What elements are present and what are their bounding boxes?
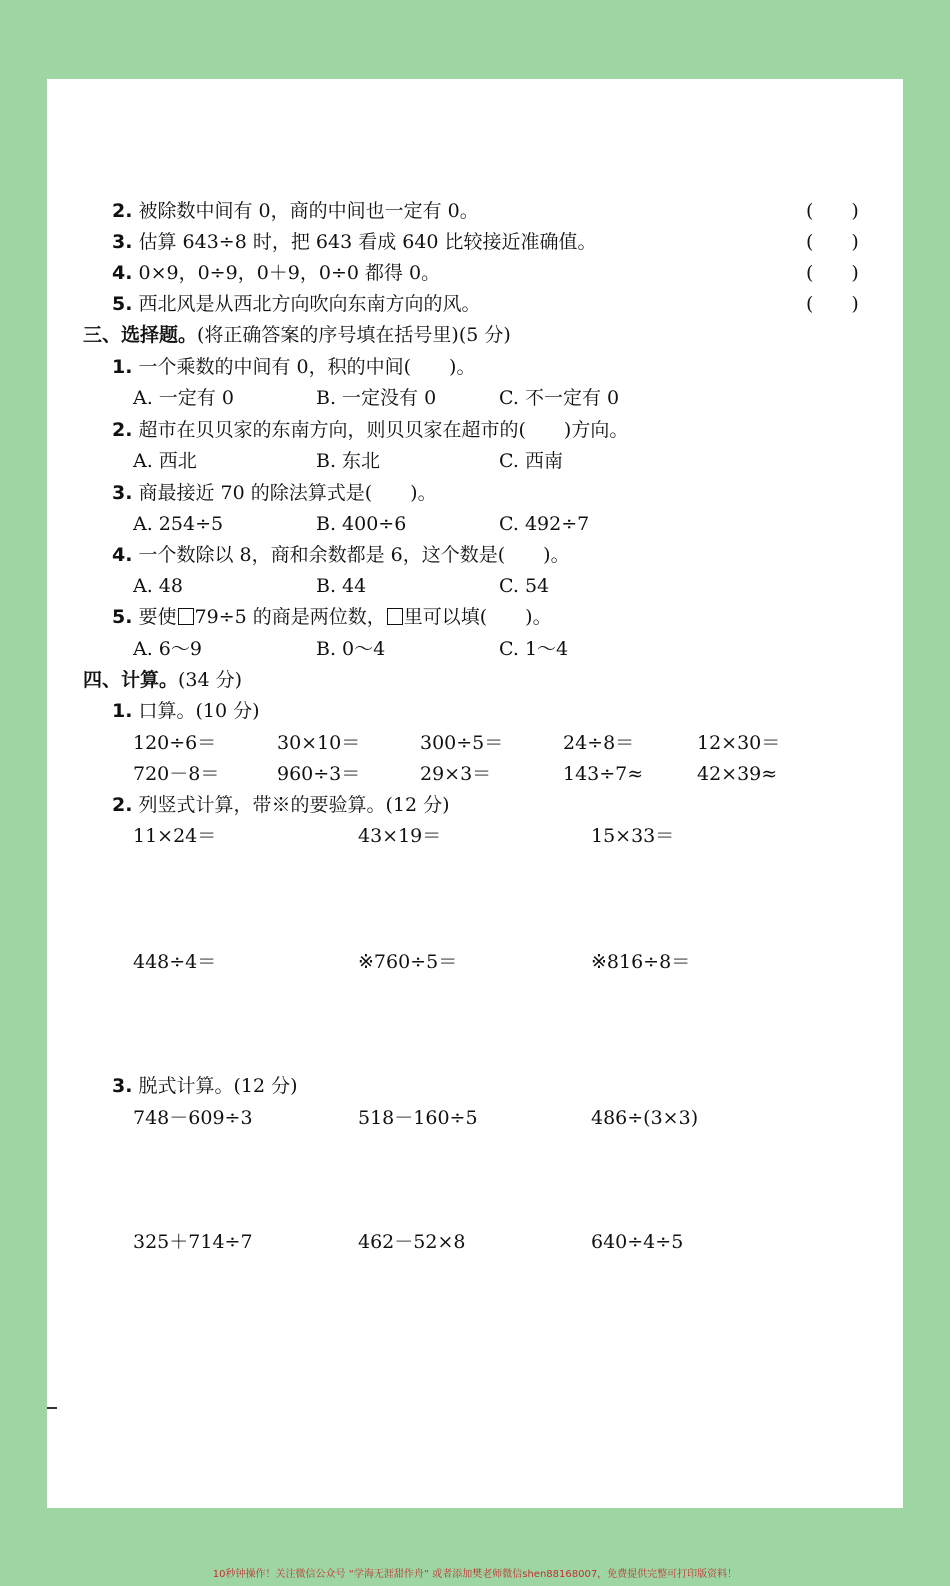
section-calc-heading: 四、计算。(34 分) — [83, 669, 243, 691]
blank-box — [387, 608, 403, 625]
vertical-problem: 448÷4＝ — [133, 951, 217, 973]
choice-option-b: B. 东北 — [316, 450, 381, 472]
choice-option-a: A. 西北 — [133, 450, 197, 472]
choice-question-4: 4. 一个数除以 8，商和余数都是 6，这个数是( )。 — [112, 544, 570, 566]
choice-question-2: 2. 超市在贝贝家的东南方向，则贝贝家在超市的( )方向。 — [112, 419, 629, 441]
stepwise-problem: 325＋714÷7 — [133, 1231, 253, 1253]
choice-option-a: A. 6～9 — [133, 638, 202, 660]
choice-option-a: A. 48 — [133, 575, 183, 597]
choice-option-b: B. 44 — [316, 575, 367, 597]
footer-notice: 10秒钟操作！关注微信公众号 “学海无涯甜作舟” 或者添加樊老师微信shen88168007，免费提供完整可打印版资料！ — [212, 1569, 738, 1580]
answer-paren[interactable]: ( ) — [806, 200, 859, 222]
section-choice-heading: 三、选择题。(将正确答案的序号填在括号里)(5 分) — [83, 324, 511, 346]
crop-mark — [47, 1407, 57, 1409]
stepwise-problem: 640÷4÷5 — [591, 1231, 684, 1253]
answer-paren[interactable]: ( ) — [806, 231, 859, 253]
oral-problem: 960÷3＝ — [277, 763, 361, 785]
choice-option-b: B. 0～4 — [316, 638, 386, 660]
oral-problem: 42×39≈ — [697, 763, 778, 785]
answer-paren[interactable]: ( ) — [806, 293, 859, 315]
choice-option-a: A. 254÷5 — [133, 513, 224, 535]
choice-option-c: C. 西南 — [499, 450, 563, 472]
choice-question-1: 1. 一个乘数的中间有 0，积的中间( )。 — [112, 356, 476, 378]
choice-question-3: 3. 商最接近 70 的除法算式是( )。 — [112, 482, 437, 504]
vertical-problem: 43×19＝ — [358, 825, 442, 847]
stepwise-problem: 748－609÷3 — [133, 1107, 253, 1129]
choice-option-b: B. 一定没有 0 — [316, 387, 437, 409]
stepwise-calc-title: 3. 脱式计算。(12 分) — [112, 1075, 298, 1097]
oral-problem: 24÷8＝ — [563, 732, 635, 754]
oral-problem: 143÷7≈ — [563, 763, 644, 785]
stepwise-problem: 486÷(3×3) — [591, 1107, 699, 1129]
choice-option-c: C. 492÷7 — [499, 513, 590, 535]
oral-problem: 120÷6＝ — [133, 732, 217, 754]
judge-item-5: 5. 西北风是从西北方向吹向东南方向的风。 — [112, 293, 481, 315]
vertical-calc-title: 2. 列竖式计算，带※的要验算。(12 分) — [112, 794, 450, 816]
choice-option-a: A. 一定有 0 — [133, 387, 234, 409]
answer-paren[interactable]: ( ) — [806, 262, 859, 284]
stepwise-problem: 518－160÷5 — [358, 1107, 478, 1129]
oral-calc-title: 1. 口算。(10 分) — [112, 700, 260, 722]
vertical-problem: ※760÷5＝ — [358, 951, 458, 973]
stepwise-problem: 462－52×8 — [358, 1231, 466, 1253]
vertical-problem: 11×24＝ — [133, 825, 217, 847]
oral-problem: 12×30＝ — [697, 732, 781, 754]
choice-option-b: B. 400÷6 — [316, 513, 407, 535]
choice-option-c: C. 54 — [499, 575, 550, 597]
oral-problem: 720－8＝ — [133, 763, 220, 785]
oral-problem: 30×10＝ — [277, 732, 361, 754]
blank-box — [178, 608, 194, 625]
vertical-problem: ※816÷8＝ — [591, 951, 691, 973]
judge-item-2: 2. 被除数中间有 0，商的中间也一定有 0。 — [112, 200, 479, 222]
oral-problem: 300÷5＝ — [420, 732, 504, 754]
judge-item-4: 4. 0×9，0÷9，0＋9，0÷0 都得 0。 — [112, 262, 441, 284]
vertical-problem: 15×33＝ — [591, 825, 675, 847]
choice-option-c: C. 1～4 — [499, 638, 569, 660]
judge-item-3: 3. 估算 643÷8 时，把 643 看成 640 比较接近准确值。 — [112, 231, 597, 253]
oral-problem: 29×3＝ — [420, 763, 492, 785]
choice-option-c: C. 不一定有 0 — [499, 387, 620, 409]
choice-question-5: 5. 要使 79÷5 的商是两位数， 里可以填( )。 — [112, 606, 552, 628]
